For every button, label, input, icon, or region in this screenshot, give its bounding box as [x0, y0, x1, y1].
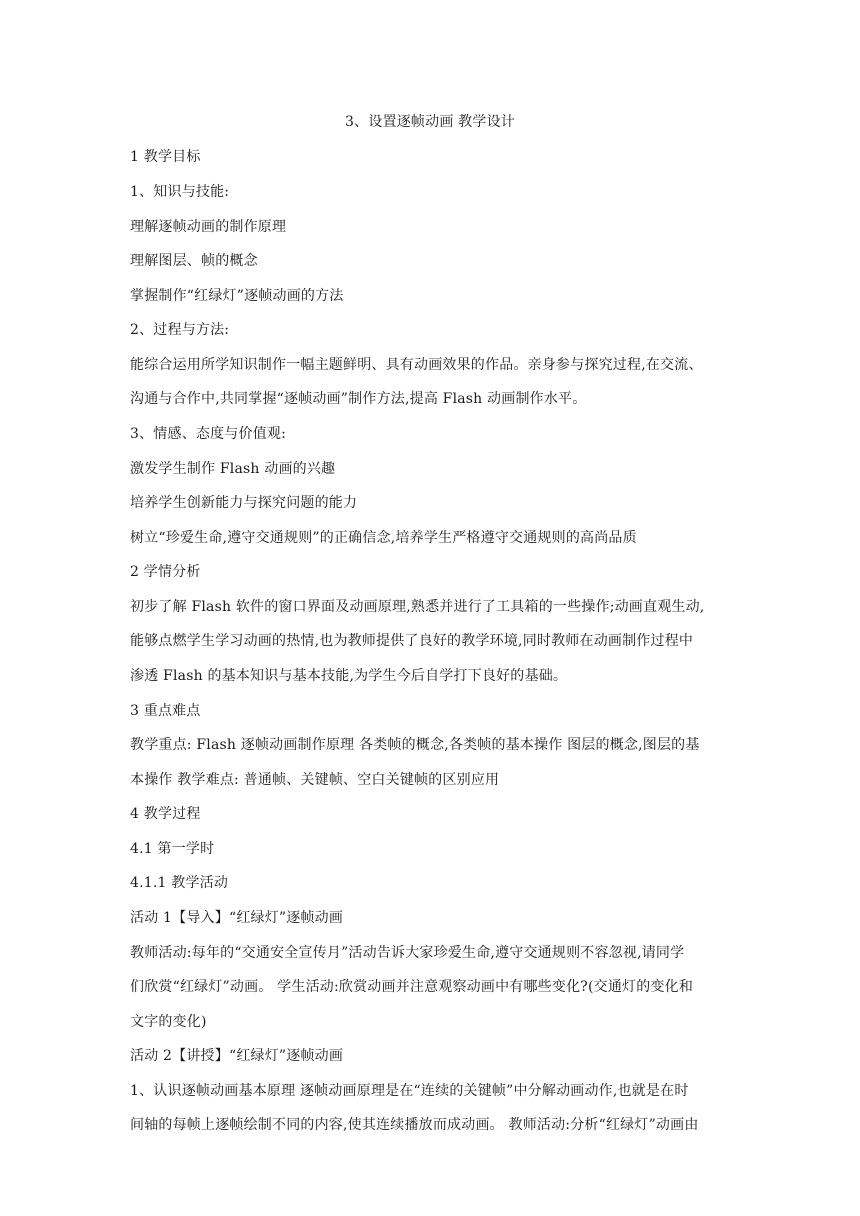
- paragraph-line: 沟通与合作中,共同掌握“逐帧动画”制作方法,提高 Flash 动画制作水平。: [130, 391, 587, 407]
- activity-heading: 活动 2【讲授】“红绿灯”逐帧动画: [130, 1048, 344, 1064]
- paragraph-line: 理解图层、帧的概念: [130, 253, 258, 269]
- paragraph-line: 理解逐帧动画的制作原理: [130, 219, 287, 235]
- paragraph-line: 激发学生制作 Flash 动画的兴趣: [130, 461, 336, 477]
- paragraph-line: 文字的变化): [130, 1014, 207, 1030]
- paragraph-line: 本操作 教学难点: 普通帧、关键帧、空白关键帧的区别应用: [130, 772, 500, 788]
- subsection-heading: 4.1 第一学时: [130, 841, 215, 857]
- paragraph-line: 能够点燃学生学习动画的热情,也为教师提供了良好的教学环境,同时教师在动画制作过程中: [130, 633, 694, 649]
- section-heading: 3 重点难点: [130, 703, 201, 719]
- paragraph-line: 教学重点: Flash 逐帧动画制作原理 各类帧的概念,各类帧的基本操作 图层的概念,图层的基: [130, 737, 700, 753]
- paragraph-line: 树立“珍爱生命,遵守交通规则”的正确信念,培养学生严格遵守交通规则的高尚品质: [130, 530, 637, 546]
- paragraph-line: 培养学生创新能力与探究问题的能力: [130, 495, 358, 511]
- paragraph-line: 教师活动:每年的“交通安全宣传月”活动告诉大家珍爱生命,遵守交通规则不容忽视,请同学: [130, 945, 685, 961]
- document-title: 3、设置逐帧动画 教学设计: [345, 114, 515, 130]
- paragraph-line: 间轴的每帧上逐帧绘制不同的内容,使其连续播放而成动画。 教师活动:分析“红绿灯”动画由: [130, 1117, 699, 1133]
- paragraph-line: 们欣赏“红绿灯”动画。 学生活动:欣赏动画并注意观察动画中有哪些变化?(交通灯的变化和: [130, 979, 694, 995]
- subsection-heading: 1、知识与技能:: [130, 184, 230, 200]
- activity-heading: 活动 1【导入】“红绿灯”逐帧动画: [130, 910, 344, 926]
- section-heading: 1 教学目标: [130, 149, 201, 165]
- subsection-heading: 3、情感、态度与价值观:: [130, 426, 287, 442]
- section-heading: 4 教学过程: [130, 806, 201, 822]
- paragraph-line: 渗透 Flash 的基本知识与基本技能,为学生今后自学打下良好的基础。: [130, 668, 568, 684]
- section-heading: 2 学情分析: [130, 564, 201, 580]
- paragraph-line: 掌握制作“红绿灯”逐帧动画的方法: [130, 288, 344, 304]
- paragraph-line: 1、认识逐帧动画基本原理 逐帧动画原理是在“连续的关键帧”中分解动画动作,也就是在时: [130, 1083, 689, 1099]
- subsection-heading: 4.1.1 教学活动: [130, 875, 229, 891]
- paragraph-line: 能综合运用所学知识制作一幅主题鲜明、具有动画效果的作品。亲身参与探究过程,在交流、: [130, 357, 703, 373]
- subsection-heading: 2、过程与方法:: [130, 322, 230, 338]
- paragraph-line: 初步了解 Flash 软件的窗口界面及动画原理,熟悉并进行了工具箱的一些操作;动画直观生动,: [130, 599, 705, 615]
